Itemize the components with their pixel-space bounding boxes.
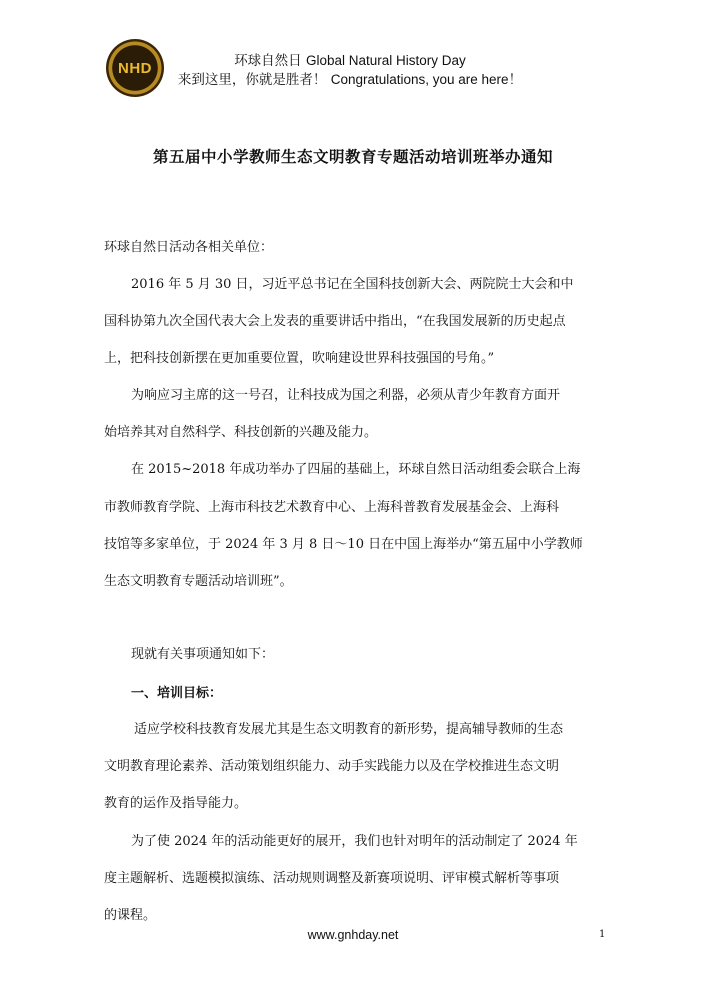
- paragraph-line: 生态文明教育专题活动培训班”。: [104, 574, 293, 589]
- paragraph-line: 始培养其对自然科学、科技创新的兴趣及能力。: [104, 425, 378, 440]
- page-number: 1: [599, 929, 606, 940]
- paragraph-line: 度主题解析、选题模拟演练、活动规则调整及新赛项说明、评审模式解析等事项: [104, 871, 560, 886]
- paragraph-line: 适应学校科技教育发展尤其是生态文明教育的新形势，提高辅导教师的生态: [134, 722, 564, 737]
- paragraph-line: 国科协第九次全国代表大会上发表的重要讲话中指出，“在我国发展新的历史起点: [104, 314, 566, 329]
- paragraph-line: 为了使 2024 年的活动能更好的展开，我们也针对明年的活动制定了 2024 年: [131, 834, 578, 849]
- notice-intro: 现就有关事项通知如下：: [131, 647, 275, 662]
- paragraph-line: 为响应习主席的这一号召，让科技成为国之利器，必须从青少年教育方面开: [131, 388, 561, 403]
- paragraph-line: 的课程。: [104, 908, 157, 923]
- paragraph-line: 上，把科技创新摆在更加重要位置，吹响建设世界科技强国的号角。”: [104, 351, 495, 366]
- salutation: 环球自然日活动各相关单位：: [104, 240, 274, 255]
- nhd-logo: [106, 39, 164, 97]
- paragraph-line: 技馆等多家单位，于 2024 年 3 月 8 日～10 日在中国上海举办“第五届中小学教师: [104, 537, 583, 552]
- header-line-1-en: Global Natural History Day: [305, 53, 466, 68]
- paragraph-line: 文明教育理论素养、活动策划组织能力、动手实践能力以及在学校推进生态文明: [104, 759, 560, 774]
- logo-text: NHD: [118, 59, 152, 77]
- header-line-1: [160, 52, 540, 70]
- paragraph-line: 在 2015~2018 年成功举办了四届的基础上，环球自然日活动组委会联合上海: [131, 462, 581, 477]
- section-heading: 一、培训目标：: [131, 686, 223, 701]
- paragraph-line: 教育的运作及指导能力。: [104, 796, 248, 811]
- footer-url: www.gnhday.net: [307, 928, 399, 942]
- document-title: 第五届中小学教师生态文明教育专题活动培训班举办通知: [152, 147, 553, 166]
- header-line-1-cn: 环球自然日: [234, 53, 302, 69]
- paragraph-line: 市教师教育学院、上海市科技艺术教育中心、上海科普教育发展基金会、上海科: [104, 500, 560, 515]
- header-line-2: [160, 71, 540, 89]
- paragraph-line: 2016 年 5 月 30 日，习近平总书记在全国科技创新大会、两院院士大会和中: [131, 277, 574, 292]
- header-line-2-cn: 来到这里，你就是胜者！: [177, 72, 327, 88]
- header-line-2-en: Congratulations, you are here！: [330, 72, 523, 87]
